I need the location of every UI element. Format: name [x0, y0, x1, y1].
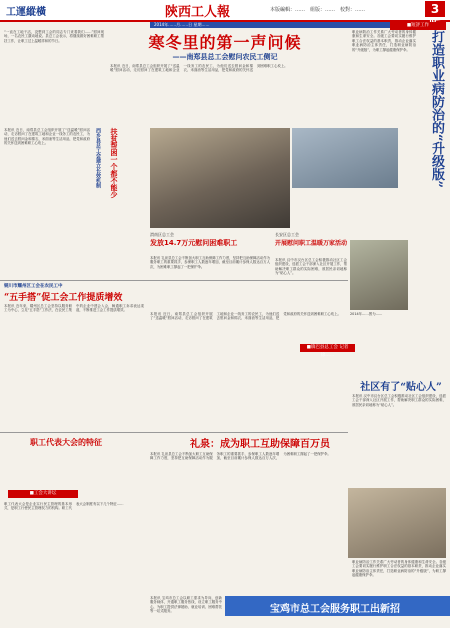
mid-body-text: 本报讯 近日，南郑县总工会组织开展了“送温暖”慰问活动，走访慰问了在建筑工地和企业一线务工的农民工，为他们送去慰问金和棉衣、米面油等生活用品，把党和政府的关怀送到困难职工心坎上。 — [150, 312, 341, 321]
vertical-kicker-left: 西乡县总工会建立长效机制 — [95, 128, 101, 188]
right-col-text: 职业病防治工作关系广大劳动者的身体健康和生命安全。各级工会要切实履行维护职工合法权益的基本职责，推动企业落实职业病防治主体责任，打造职业病防治的“升级版”，为职工撑起健康保护伞。 — [352, 30, 416, 52]
zhigong-body: 职工代表大会是企业实行民主管理的基本形式，是职工行使民主管理权力的机构。职工代表大会制度有以下几个特征…… — [4, 502, 124, 511]
brief-title: 发放14.7万元慰问困难职工 — [150, 239, 238, 247]
divider — [0, 280, 348, 281]
brief-body-2: 本报讯 汉中市汉台区总工会积极推动社区工会组织建设，选派工会干部深入社区开展工作，帮助解决职工群众的实际困难，被居民亲切地称为“贴心人”。 — [275, 258, 347, 276]
photo-right — [350, 240, 408, 310]
banner-tag: ■镇巴县总工会 记者徐…… — [300, 344, 355, 352]
column-tag: ■短評工作 — [390, 22, 446, 30]
page-number: 3 — [425, 1, 445, 17]
zhigong-headline: 职工代表大会的特征 — [30, 437, 102, 447]
baoji-body: 本报讯 宝鸡市总工会以职工需求为导向，创新服务载体，开通职工服务热线，设立职工服务中心，为职工提供法律援助、就业培训、困难帮扶等一站式服务。 — [150, 596, 222, 614]
shequ-headline: 社区有了“贴心人” — [360, 382, 442, 393]
photo-secondary — [292, 128, 398, 188]
main-body-text: 本报讯 近日，南郑县总工会组织开展了“送温暖”慰问活动，走访慰问了在建筑工地和企业一线务工的农民工，为他们送去慰问金和棉衣、米面油等生活用品，把党和政府的关怀送到困难职工心坎上。 — [110, 64, 288, 73]
section-name: 工運縱橫 — [6, 7, 46, 18]
wuge-kicker: 铜川市耀州区工会在农民工中 — [4, 284, 63, 289]
date-bar — [150, 22, 390, 28]
divider — [0, 432, 348, 433]
brief-title: 开展慰问职工温暖万家活动 — [275, 240, 348, 247]
brief-body-1: 本报讯 礼泉县总工会不断加大职工互助保障工作力度，坚持把互助保障活动作为服务职工的重要抓手，参保职工人数逐年增加，截至目前累计参保人数达百万人次，为困难职工撑起了一把保护伞。 — [150, 256, 270, 269]
brief-kicker: 渭南区总工会 — [150, 232, 174, 237]
brief-box-1 — [150, 232, 270, 252]
lipin-headline: 礼泉：成为职工互助保障百万员 — [190, 439, 330, 450]
date-text: 2014年……月……日 星期…… — [154, 22, 210, 27]
photo-bottom-right — [348, 488, 446, 558]
brief-box-2 — [275, 232, 347, 247]
baoji-headline: 宝鸡市总工会服务职工出新招 — [270, 604, 400, 615]
vertical-headline-left: 扶贫帮困一个都不能少 — [110, 128, 119, 198]
left-intro-text: “一直在工地干活，没想到工会的同志专门来看我们……”慰问现场，一名农民工激动地说。县总工会表示，将继续做好困难职工帮扶工作，让职工过上温暖祥和的节日。 — [4, 30, 104, 43]
zhigong-tag: ■工会大讲坛 — [8, 490, 78, 498]
wuge-body: 本报讯 近年来，耀州区总工会坚持以服务职工为中心，立足“五手搭”工作法，在农民工集中的企业中建会入会，畅通职工诉求表达渠道，不断推进工会工作提质增效。 — [4, 304, 144, 313]
photo-main — [150, 128, 290, 228]
vertical-headline-right: 打造职业病防治的“升级版” — [429, 30, 444, 188]
photo-caption: 2014年……图为…… — [350, 312, 383, 316]
lipin-body: 本报讯 礼泉县总工会不断加大职工互助保障工作力度，坚持把互助保障活动作为服务职工的重要抓手，参保职工人数逐年增加，截至目前累计参保人数达百万人次，为困难职工撑起了一把保护伞。 — [150, 452, 331, 461]
wuge-headline: “五手搭”促工会工作提质增效 — [4, 293, 123, 303]
main-subhead: ——南郑县总工会慰问农民工侧记 — [172, 53, 278, 61]
brief-kicker: 长安区总工会 — [275, 232, 299, 237]
masthead — [0, 0, 450, 22]
newspaper-logo: 陝西工人報 — [165, 5, 231, 20]
left-body-text: 本报讯 近日，南郑县总工会组织开展了“送温暖”慰问活动，走访慰问了在建筑工地和企业一线务工的农民工，为他们送去慰问金和棉衣、米面油等生活用品，把党和政府的关怀送到困难职工心坎上。 — [4, 128, 90, 146]
right-bottom-text: 职业病防治工作关系广大劳动者的身体健康和生命安全。各级工会要切实履行维护职工合法权益的基本职责，推动企业落实职业病防治主体责任，打造职业病防治的“升级版”，为职工撑起健康保护伞。 — [352, 560, 446, 578]
editor-meta: 本版編輯：…… 組版：…… 校對：…… — [270, 7, 366, 13]
shequ-body: 本报讯 汉中市汉台区总工会积极推动社区工会组织建设，选派工会干部深入社区开展工作，帮助解决职工群众的实际困难，被居民亲切地称为“贴心人”。 — [352, 394, 446, 407]
main-headline: 寒冬里的第一声问候 — [148, 33, 302, 52]
